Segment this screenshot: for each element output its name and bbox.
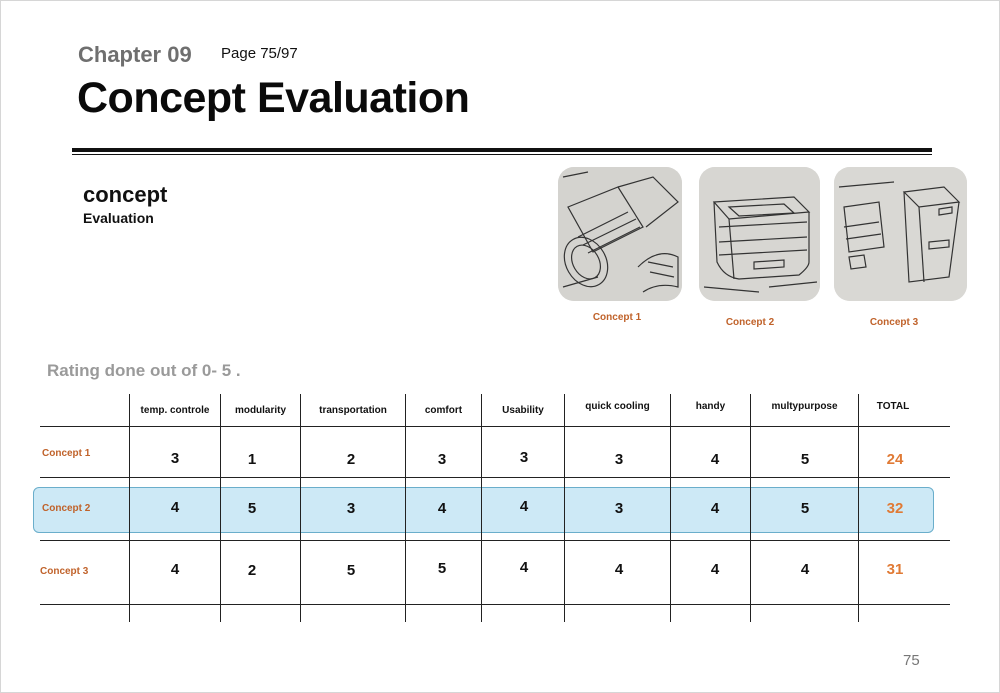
table-row-divider bbox=[40, 477, 950, 478]
table-column-divider bbox=[481, 394, 482, 622]
table-row-divider bbox=[40, 604, 950, 605]
table-column-divider bbox=[300, 394, 301, 622]
concept-1-caption: Concept 1 bbox=[592, 312, 642, 323]
header-multypurpose: multypurpose bbox=[771, 401, 838, 412]
concept-2-caption: Concept 2 bbox=[725, 317, 775, 328]
table-cell: 2 bbox=[346, 451, 356, 468]
total-concept-2: 32 bbox=[886, 500, 904, 517]
table-cell: 4 bbox=[800, 561, 810, 578]
header-modularity: modularity bbox=[234, 405, 287, 416]
page-title: Concept Evaluation bbox=[77, 74, 470, 122]
concept-2-sketch-drawing bbox=[699, 167, 820, 301]
table-cell: 4 bbox=[614, 561, 624, 578]
table-cell: 4 bbox=[170, 499, 180, 516]
header-total: TOTAL bbox=[876, 401, 910, 412]
total-concept-3: 31 bbox=[886, 561, 904, 578]
table-column-divider bbox=[670, 394, 671, 622]
header-temp-controle: temp. controle bbox=[140, 405, 210, 416]
row-label-concept-3: Concept 3 bbox=[40, 566, 89, 577]
table-cell: 5 bbox=[800, 500, 810, 517]
table-cell: 4 bbox=[710, 451, 720, 468]
table-cell: 3 bbox=[346, 500, 356, 517]
section-title: concept bbox=[83, 182, 168, 207]
table-cell: 5 bbox=[800, 451, 810, 468]
table-cell: 4 bbox=[710, 561, 720, 578]
table-header-divider bbox=[40, 426, 950, 427]
table-cell: 1 bbox=[247, 451, 257, 468]
table-cell: 4 bbox=[519, 498, 529, 515]
concept-1-sketch-image bbox=[558, 167, 682, 301]
page-indicator: Page 75/97 bbox=[221, 45, 298, 62]
concept-2-sketch-image bbox=[699, 167, 820, 301]
header-quick-cooling: quick cooling bbox=[585, 401, 650, 412]
table-row-divider bbox=[40, 540, 950, 541]
table-column-divider bbox=[405, 394, 406, 622]
header-handy: handy bbox=[695, 401, 726, 412]
row-label-concept-2: Concept 2 bbox=[42, 503, 91, 514]
table-column-divider bbox=[564, 394, 565, 622]
title-divider bbox=[72, 148, 932, 152]
table-cell: 3 bbox=[614, 451, 624, 468]
table-column-divider bbox=[129, 394, 130, 622]
table-cell: 2 bbox=[247, 562, 257, 579]
header-comfort: comfort bbox=[424, 405, 463, 416]
title-divider-thin bbox=[72, 154, 932, 155]
concept-3-caption: Concept 3 bbox=[869, 317, 919, 328]
concept-3-sketch-drawing bbox=[834, 167, 967, 301]
table-column-divider bbox=[750, 394, 751, 622]
concept-1-sketch-drawing bbox=[558, 167, 682, 301]
section-subtitle: Evaluation bbox=[83, 210, 154, 226]
table-cell: 5 bbox=[247, 500, 257, 517]
header-transportation: transportation bbox=[319, 405, 387, 416]
table-cell: 5 bbox=[437, 560, 447, 577]
header-usability: Usability bbox=[502, 405, 544, 416]
row-label-concept-1: Concept 1 bbox=[42, 448, 91, 459]
table-cell: 3 bbox=[170, 450, 180, 467]
footer-page-number: 75 bbox=[903, 652, 920, 669]
table-cell: 3 bbox=[437, 451, 447, 468]
concept-3-sketch-image bbox=[834, 167, 967, 301]
rating-note: Rating done out of 0- 5 . bbox=[47, 361, 241, 380]
table-cell: 3 bbox=[614, 500, 624, 517]
table-column-divider bbox=[220, 394, 221, 622]
table-cell: 5 bbox=[346, 562, 356, 579]
table-column-divider bbox=[858, 394, 859, 622]
table-cell: 4 bbox=[710, 500, 720, 517]
table-cell: 4 bbox=[170, 561, 180, 578]
table-cell: 3 bbox=[519, 449, 529, 466]
table-cell: 4 bbox=[519, 559, 529, 576]
total-concept-1: 24 bbox=[886, 451, 904, 468]
chapter-label: Chapter 09 bbox=[78, 42, 192, 67]
table-cell: 4 bbox=[437, 500, 447, 517]
